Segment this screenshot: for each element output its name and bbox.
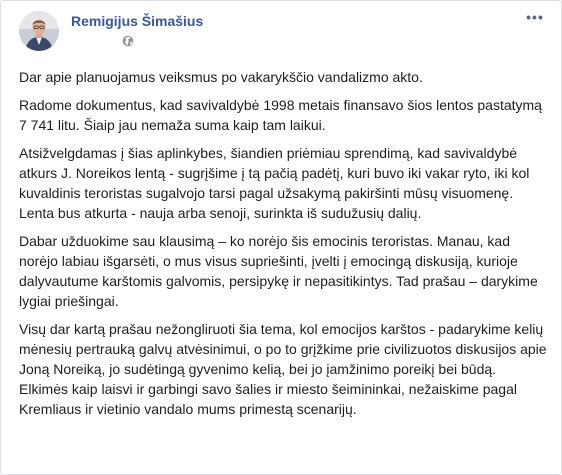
post-paragraph: Dabar užduokime sau klausimą – ko norėjo šis emocinis teroristas. Manau, kad norėjo labiau išgarsėti, o mus visus supriešinti, įvelti į emocingą diskusiją, kurioje dalyvautume karštomis galvomis, persipykę ir nepasitikintys. Tad prašau – darykime lygiai priešingai.	[19, 233, 538, 309]
post-paragraph: Atsižvelgdamas į šias aplinkybes, šiandien priėmiau sprendimą, kad savivaldybė atkurs J. Noreikos lentą - sugrįšime į tą pačią padėtį, kuri buvo iki vakar ryto, iki kol kuvaldinis teroristas sugalvojo tarsi pagal užsakymą pakiršinti mūsų visuomenę. Lenta bus atkurta - nauja arba senoji, surinkta iš sudužusių dalių.	[19, 145, 530, 221]
author-name-link[interactable]: Remigijus Šimašius	[71, 13, 204, 29]
more-options-icon: •••	[526, 9, 544, 25]
post-header	[1, 1, 562, 61]
globe-icon[interactable]	[122, 34, 134, 46]
post-text	[19, 67, 547, 427]
more-options-button[interactable]	[521, 5, 549, 29]
post-paragraph: Dar apie planuojamus veiksmus po vakarykščio vandalizmo akto.	[19, 69, 423, 85]
author-avatar[interactable]	[19, 11, 59, 51]
avatar-image	[19, 11, 59, 51]
post-paragraph: Visų dar kartą prašau nežongliruoti šia tema, kol emocijos karštos - padarykime kelių mėnesių pertrauką galvų atvėsinimui, o po to grįžkime prie civilizuotos diskusijos apie Joną Noreiką, jo sudėtingą gyvenimo kelią, bei jo įamžinimo poreikį bei būdą. Elkimės kaip laisvi ir garbingi savo šalies ir miesto šeimininkai, nežaiskime pagal Kremliaus ir vietinio vandalo mums primestą scenarijų.	[19, 321, 547, 417]
post-paragraph: Radome dokumentus, kad savivaldybė 1998 metais finansavo šios lentos pastatymą 7 741 litu. Šiaip jau nemaža suma kaip tam laikui.	[19, 97, 542, 133]
